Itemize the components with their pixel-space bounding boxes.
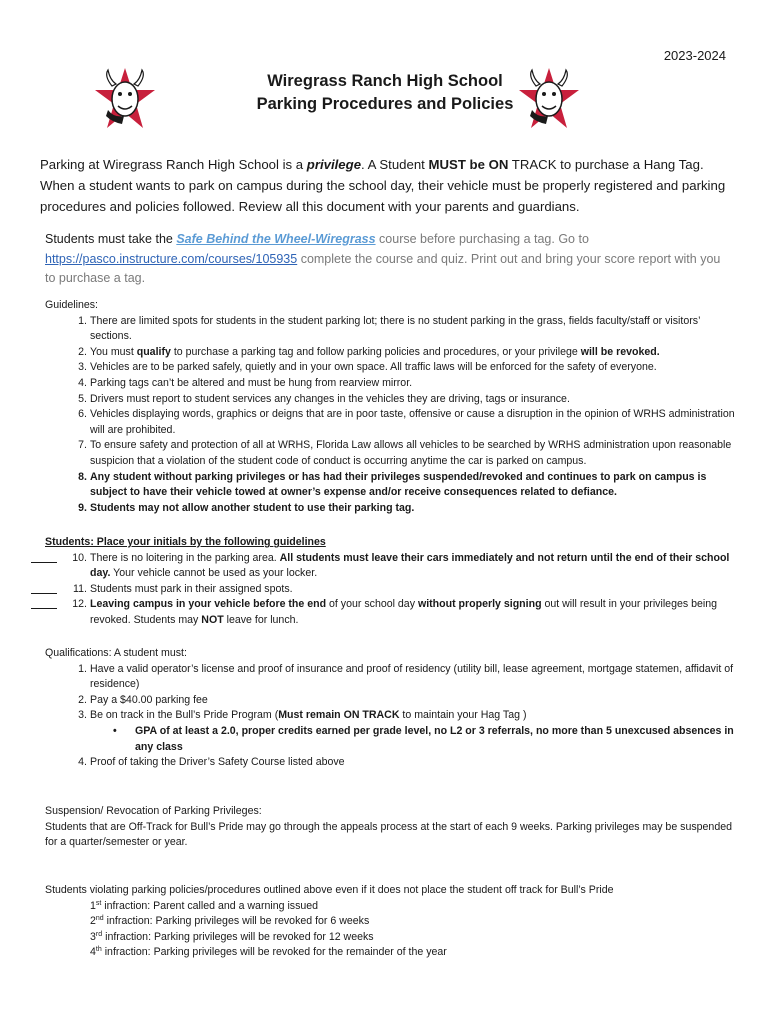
document-title	[0, 70, 770, 116]
initials-blank[interactable]	[31, 582, 57, 594]
list-item: 3. Vehicles are to be parked safely, quietly and in your own space. All traffic laws will be enforced for the safety of everyone.	[78, 361, 657, 374]
violations-heading: Students violating parking policies/procedures outlined above even if it does not place the student off track for Bull’s Pride	[45, 884, 614, 896]
list-item: 1. There are limited spots for students in the student parking lot; there is no student parking in the grass, fields faculty/staff or visitors’ sections.	[78, 314, 701, 343]
list-item: 5. Drivers must report to student services any changes in the vehicles they are driving, tags or insurance.	[78, 392, 570, 405]
course-name-link[interactable]: Safe Behind the Wheel-Wiregrass	[176, 232, 376, 246]
suspension-text: Students that are Off-Track for Bull’s Pride may go through the appeals process at the start of each 9 weeks. Parking privileges may be suspended for a quarter/semester or year.	[45, 820, 733, 849]
guidelines-list	[45, 314, 735, 517]
school-year: 2023-2024	[663, 48, 726, 63]
suspension-heading: Suspension/ Revocation of Parking Privileges:	[45, 805, 262, 817]
initial-item: 12. Leaving campus in your vehicle before the end of your school day without properly signing out will result in your privileges being revoked. Students may NOT leave for lunch.	[45, 597, 735, 628]
title-line-2: Parking Procedures and Policies	[256, 95, 514, 113]
list-item: 8. Any student without parking privileges or has had their privileges suspended/revoked and continues to park on campus is subject to have their vehicle towed at owner’s expense and/or receive consequences related to defiance.	[78, 470, 707, 499]
initial-item: 11. Students must park in their assigned spots.	[45, 582, 735, 598]
qualifications-heading: Qualifications: A student must:	[45, 647, 187, 659]
intro-paragraph: Parking at Wiregrass Ranch High School is a privilege. A Student MUST be ON TRACK to purchase a Hang Tag. When a student wants to park on campus during the school day, their vehicle must be properly registered and parking procedures and policies followed. Review all this document with your parents and guardians.	[40, 157, 726, 214]
infraction-item: 2nd infraction: Parking privileges will be revoked for 6 weeks	[90, 915, 370, 928]
infraction-item: 3rd infraction: Parking privileges will be revoked for 12 weeks	[90, 930, 374, 943]
list-item: 2. You must qualify to purchase a parking tag and follow parking policies and procedures, or your privilege will be revoked.	[78, 345, 660, 358]
violations-section	[45, 883, 735, 961]
qualifications-section	[45, 646, 735, 771]
initials-blank[interactable]	[31, 597, 57, 609]
infraction-item: 4th infraction: Parking privileges will be revoked for the remainder of the year	[90, 946, 447, 959]
infraction-item: 1st infraction: Parent called and a warning issued	[90, 899, 319, 912]
list-item: 4. Parking tags can’t be altered and must be hung from rearview mirror.	[78, 376, 413, 389]
list-item: 3. Be on track in the Bull’s Pride Program (Must remain ON TRACK to maintain your Hag Tag )	[78, 709, 527, 722]
list-item: 4. Proof of taking the Driver’s Safety Course listed above	[78, 756, 345, 769]
course-paragraph: Students must take the Safe Behind the Wheel-Wiregrass course before purchasing a tag. Go to https://pasco.instructure.com/courses/105935 complete the course and quiz. Print out and bring your score report with you to purchase a tag.	[45, 232, 721, 285]
guidelines-section	[45, 298, 735, 516]
list-item: 2. Pay a $40.00 parking fee	[78, 693, 208, 706]
bullet-item: • GPA of at least a 2.0, proper credits earned per grade level, no L2 or 3 referrals, no more than 5 unexcused absences in any class	[113, 724, 734, 753]
title-line-1: Wiregrass Ranch High School	[267, 72, 503, 90]
list-item: 1. Have a valid operator’s license and proof of insurance and proof of residency (utility bill, lease agreement, mortgage statemen, affidavit of residence)	[78, 662, 734, 691]
guidelines-heading: Guidelines:	[45, 299, 98, 311]
initials-blank[interactable]	[31, 551, 57, 563]
list-item: 6. Vehicles displaying words, graphics or deigns that are in poor taste, offensive or cause a disruption in the opinion of WRHS administration will are prohibited.	[78, 408, 735, 436]
suspension-section	[45, 804, 735, 851]
privilege-emphasis: privilege	[306, 157, 362, 172]
initial-item: 10. There is no loitering in the parking area. All students must leave their cars immediately and not return until the end of their school day. Your vehicle cannot be used as your locker.	[45, 551, 735, 582]
list-item: 7. To ensure safety and protection of all at WRHS, Florida Law allows all vehicles to be searched by WRHS administration upon reasonable suspicion that a violation of the student code of conduct is occurring anytime the car is parked on campus.	[78, 439, 732, 467]
list-item: 9. Students may not allow another student to use their parking tag.	[78, 501, 415, 514]
course-url-link[interactable]: https://pasco.instructure.com/courses/105935	[45, 251, 298, 266]
initials-heading: Students: Place your initials by the following guidelines	[45, 536, 326, 548]
must-be-on-emphasis: MUST be ON	[428, 157, 509, 172]
initials-section	[45, 535, 735, 629]
